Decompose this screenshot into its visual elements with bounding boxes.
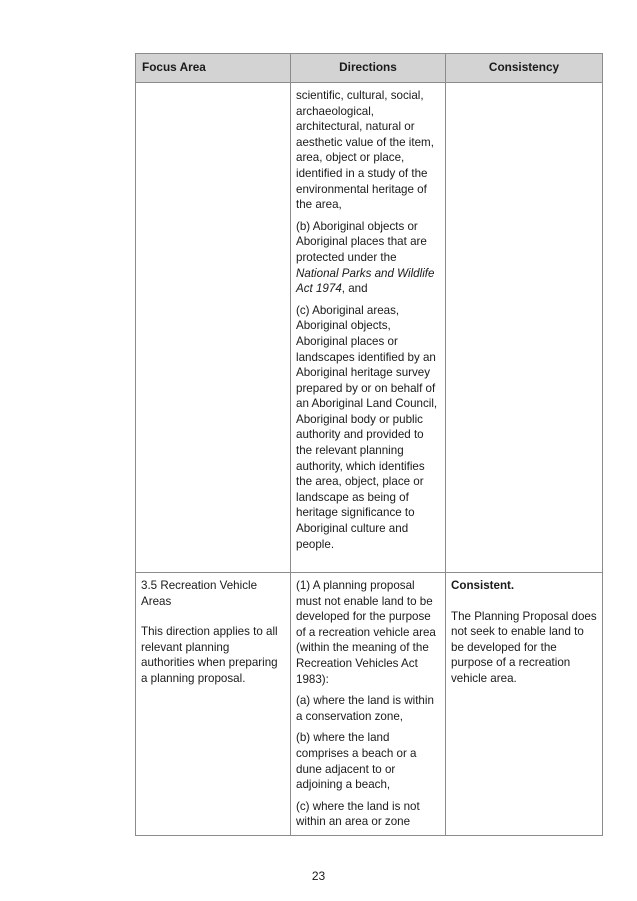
direction-paragraph: scientific, cultural, social, archaeological, architectural, natural or aesthetic value of the item, area, object or place, identified in a study of the environmental heritage of the area, (296, 89, 434, 212)
directions-cell (291, 573, 446, 836)
direction-text: (b) Aboriginal objects or Aboriginal places that are protected under the (296, 219, 427, 264)
direction-paragraph (296, 219, 440, 297)
direction-paragraph: (b) where the land comprises a beach or a dune adjacent to or adjoining a beach, (296, 731, 417, 792)
act-name: National Parks and Wildlife Act 1974 (296, 266, 435, 296)
focus-area-cell (136, 573, 291, 836)
direction-paragraph: (c) Aboriginal areas, Aboriginal objects, Aboriginal places or landscapes identified by an Aboriginal heritage survey prepared by or on behalf of an Aboriginal Land Council, Aboriginal body or public authority and provided to the relevant planning authority, which identifies the area, object, place or landscape as being of heritage significance to Aboriginal culture and people. (296, 303, 438, 551)
focus-area-cell (136, 83, 291, 573)
table-header-row (136, 54, 603, 83)
header-focus-area: Focus Area (136, 54, 291, 83)
focus-area-title: 3.5 Recreation Vehicle Areas (141, 579, 258, 608)
page-number: 23 (311, 869, 326, 883)
direction-paragraph: (1) A planning proposal must not enable land to be developed for the purpose of a recreation vehicle area (within the meaning of the Recreation Vehicles Act 1983): (296, 579, 436, 686)
header-directions: Directions (291, 54, 446, 83)
direction-paragraph: (c) where the land is not within an area or zone (296, 799, 420, 829)
header-consistency: Consistency (446, 54, 603, 83)
directions-cell (291, 83, 446, 573)
consistency-text: The Planning Proposal does not seek to enable land to be developed for the purpose of a recreation vehicle area. (451, 609, 597, 685)
focus-area-description: This direction applies to all relevant planning authorities when preparing a planning proposal. (141, 625, 278, 685)
direction-text: , and (341, 282, 368, 296)
consistency-cell (446, 83, 603, 573)
table-row (136, 83, 603, 573)
consistency-cell (446, 573, 603, 836)
table-row (136, 573, 603, 836)
consistency-status: Consistent. (451, 579, 515, 592)
consistency-table (135, 53, 603, 836)
direction-paragraph: (a) where the land is within a conservation zone, (296, 694, 434, 723)
